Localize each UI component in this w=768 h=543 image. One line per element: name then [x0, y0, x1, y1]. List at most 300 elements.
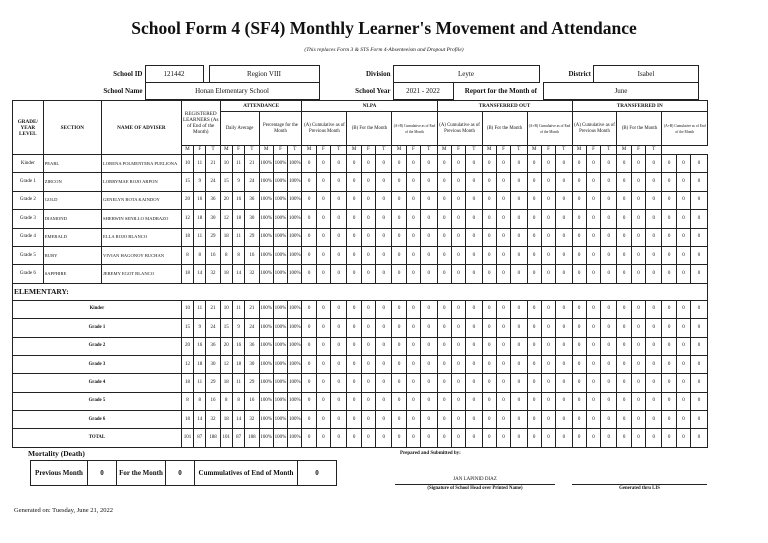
nlpa-cell: 0 [316, 210, 330, 228]
summary-rest-cell: 0 [421, 300, 438, 318]
tout-cell: 0 [511, 228, 527, 246]
col-t-header: T [646, 146, 662, 155]
summary-rest-cell: 0 [617, 411, 631, 429]
summary-pct-cell: 100% [288, 429, 302, 447]
summary-rest-cell: 0 [376, 300, 392, 318]
avg-cell: 12 [220, 210, 232, 228]
summary-reg-cell: 32 [206, 411, 220, 429]
summary-rest-cell: 0 [392, 392, 406, 410]
tout-cell: 0 [437, 155, 451, 173]
summary-rest-cell: 0 [302, 374, 316, 392]
summary-row [13, 337, 708, 355]
tin-cell: 0 [617, 155, 631, 173]
mortality-month-value: 0 [166, 461, 195, 486]
prepared-by-label: Prepared and Submitted by: [400, 451, 461, 456]
summary-rest-cell: 0 [392, 411, 406, 429]
tin-cell: 0 [662, 246, 676, 264]
col-t-header: T [206, 146, 220, 155]
school-id-value: 121442 [145, 66, 203, 83]
tin-cell: 0 [691, 228, 708, 246]
summary-reg-cell: 20 [181, 337, 193, 355]
tin-cell: 0 [572, 155, 586, 173]
nlpa-cell: 0 [376, 210, 392, 228]
tout-cell: 0 [511, 246, 527, 264]
tin-cell: 0 [572, 228, 586, 246]
summary-rest-cell: 0 [572, 374, 586, 392]
summary-rest-cell: 0 [572, 300, 586, 318]
tout-cell: 0 [556, 210, 572, 228]
summary-rest-cell: 0 [466, 411, 482, 429]
summary-rest-cell: 0 [631, 300, 645, 318]
tin-cell: 0 [572, 191, 586, 209]
tin-cell: 0 [676, 246, 690, 264]
nlpa-cumulative-end-header: (A+B) Cumulative as of End of the Month [392, 112, 437, 146]
grade-cell: Grade 6 [13, 265, 44, 283]
summary-reg-cell: 10 [181, 300, 193, 318]
summary-rest-cell: 0 [437, 319, 451, 337]
nlpa-cell: 0 [376, 155, 392, 173]
nlpa-cell: 0 [421, 191, 438, 209]
summary-rest-cell: 0 [437, 300, 451, 318]
col-f-header: F [541, 146, 555, 155]
summary-rest-cell: 0 [302, 429, 316, 447]
nlpa-cell: 0 [302, 155, 316, 173]
tout-cell: 0 [482, 246, 496, 264]
summary-rest-cell: 0 [466, 355, 482, 373]
nlpa-cell: 0 [376, 173, 392, 191]
tin-cell: 0 [572, 173, 586, 191]
summary-rest-cell: 0 [662, 337, 676, 355]
grade-cell: Grade 5 [13, 246, 44, 264]
summary-avg-cell: 8 [232, 392, 244, 410]
summary-rest-cell: 0 [631, 374, 645, 392]
summary-rest-cell: 0 [691, 429, 708, 447]
tin-cell: 0 [601, 210, 617, 228]
summary-rest-cell: 0 [601, 355, 617, 373]
tin-cell: 0 [646, 246, 662, 264]
summary-pct-cell: 100% [273, 392, 287, 410]
col-f-header: F [586, 146, 600, 155]
avg-cell: 16 [232, 191, 244, 209]
col-f-header: F [496, 146, 510, 155]
region-label: Region [247, 70, 268, 78]
summary-pct-cell: 100% [259, 355, 273, 373]
reg-cell: 10 [181, 155, 193, 173]
summary-rest-cell: 0 [541, 337, 555, 355]
nlpa-cell: 0 [331, 191, 347, 209]
summary-rest-cell: 0 [316, 374, 330, 392]
pct-cell: 100% [259, 210, 273, 228]
summary-rest-cell: 0 [646, 429, 662, 447]
summary-rest-cell: 0 [331, 337, 347, 355]
tin-cell: 0 [691, 155, 708, 173]
tin-cell: 0 [691, 173, 708, 191]
nlpa-cell: 0 [421, 246, 438, 264]
col-m-header: M [181, 146, 193, 155]
summary-rest-cell: 0 [331, 392, 347, 410]
col-m-header: M [527, 146, 541, 155]
grade-cell: Grade 3 [13, 210, 44, 228]
grade-cell: Grade 2 [13, 191, 44, 209]
tin-cell: 0 [646, 210, 662, 228]
summary-rest-cell: 0 [361, 411, 375, 429]
summary-pct-cell: 100% [288, 300, 302, 318]
tout-cell: 0 [511, 191, 527, 209]
nlpa-cell: 0 [376, 246, 392, 264]
table-row [13, 228, 708, 246]
tin-cell: 0 [631, 173, 645, 191]
section-cell: DIAMOND [43, 210, 101, 228]
avg-cell: 15 [220, 173, 232, 191]
summary-rest-cell: 0 [302, 411, 316, 429]
summary-rest-cell: 0 [316, 337, 330, 355]
avg-cell: 10 [220, 155, 232, 173]
nlpa-cell: 0 [392, 191, 406, 209]
nlpa-cell: 0 [302, 265, 316, 283]
summary-rest-cell: 0 [676, 374, 690, 392]
nlpa-cell: 0 [406, 155, 420, 173]
tin-cell: 0 [631, 228, 645, 246]
summary-rest-cell: 0 [316, 355, 330, 373]
summary-rest-cell: 0 [631, 429, 645, 447]
summary-rest-cell: 0 [421, 411, 438, 429]
summary-rest-cell: 0 [691, 392, 708, 410]
summary-rest-cell: 0 [376, 429, 392, 447]
summary-pct-cell: 100% [273, 355, 287, 373]
summary-rest-cell: 0 [676, 300, 690, 318]
avg-cell: 20 [220, 191, 232, 209]
tin-cell: 0 [662, 228, 676, 246]
tin-cell: 0 [572, 265, 586, 283]
pct-cell: 100% [273, 173, 287, 191]
elementary-label: ELEMENTARY: [13, 283, 708, 300]
percentage-header: Percentage for the Month [259, 112, 302, 146]
signature-line [395, 484, 555, 485]
nlpa-cell: 0 [392, 155, 406, 173]
generated-line [572, 484, 707, 485]
summary-pct-cell: 100% [288, 337, 302, 355]
nlpa-header: NLPA [302, 101, 437, 112]
division-value: Leyte [393, 66, 539, 83]
pct-cell: 100% [288, 265, 302, 283]
summary-rest-cell: 0 [451, 429, 465, 447]
reg-cell: 21 [206, 155, 220, 173]
summary-rest-cell: 0 [572, 411, 586, 429]
summary-reg-cell: 18 [181, 411, 193, 429]
tout-cell: 0 [437, 228, 451, 246]
summary-rest-cell: 0 [361, 374, 375, 392]
summary-rest-cell: 0 [601, 319, 617, 337]
nlpa-for-month-header: (B) For the Month [347, 112, 392, 146]
summary-reg-cell: 18 [194, 355, 206, 373]
nlpa-cell: 0 [376, 265, 392, 283]
summary-rest-cell: 0 [361, 300, 375, 318]
nlpa-cell: 0 [347, 191, 361, 209]
tout-cell: 0 [556, 191, 572, 209]
summary-pct-cell: 100% [259, 411, 273, 429]
mortality-title: Mortality (Death) [28, 449, 85, 458]
tin-cell: 0 [662, 155, 676, 173]
summary-rest-cell: 0 [482, 392, 496, 410]
nlpa-cell: 0 [347, 210, 361, 228]
nlpa-cell: 0 [406, 210, 420, 228]
summary-rest-cell: 0 [421, 319, 438, 337]
summary-rest-cell: 0 [646, 337, 662, 355]
tin-cell: 0 [617, 191, 631, 209]
summary-avg-cell: 21 [245, 300, 259, 318]
summary-rest-cell: 0 [511, 319, 527, 337]
transferred-out-header: TRANSFERRED OUT [437, 101, 572, 112]
col-f-header: F [631, 146, 645, 155]
col-m-header: M [259, 146, 273, 155]
grade-cell: Grade 1 [13, 173, 44, 191]
summary-rest-cell: 0 [601, 337, 617, 355]
generated-on: Generated on: Tuesday, June 21, 2022 [14, 507, 114, 514]
nlpa-cell: 0 [361, 173, 375, 191]
summary-rest-cell: 0 [316, 300, 330, 318]
summary-avg-cell: 11 [232, 300, 244, 318]
summary-reg-cell: 8 [194, 392, 206, 410]
summary-rest-cell: 0 [527, 429, 541, 447]
tout-cumulative-prev-header: (A) Cumulative as of Previous Month [437, 112, 482, 146]
tin-cell: 0 [601, 228, 617, 246]
summary-avg-cell: 16 [232, 337, 244, 355]
tout-cell: 0 [451, 155, 465, 173]
tout-cell: 0 [527, 246, 541, 264]
reg-cell: 30 [206, 210, 220, 228]
tout-cell: 0 [437, 210, 451, 228]
nlpa-cell: 0 [376, 191, 392, 209]
tout-cell: 0 [541, 210, 555, 228]
summary-avg-cell: 87 [232, 429, 244, 447]
avg-cell: 36 [245, 191, 259, 209]
col-m-header: M [617, 146, 631, 155]
tout-cell: 0 [466, 155, 482, 173]
school-year-value: 2021 - 2022 [393, 83, 453, 100]
summary-rest-cell: 0 [437, 355, 451, 373]
nlpa-cell: 0 [316, 228, 330, 246]
avg-cell: 11 [232, 228, 244, 246]
summary-avg-cell: 20 [220, 337, 232, 355]
avg-cell: 21 [245, 155, 259, 173]
section-cell: GOLD [43, 191, 101, 209]
avg-cell: 16 [245, 246, 259, 264]
summary-row [13, 300, 708, 318]
summary-avg-cell: 29 [245, 374, 259, 392]
col-f-header: F [316, 146, 330, 155]
summary-rest-cell: 0 [556, 319, 572, 337]
summary-rest-cell: 0 [347, 300, 361, 318]
summary-reg-cell: 11 [194, 300, 206, 318]
summary-row [13, 429, 708, 447]
summary-rest-cell: 0 [691, 411, 708, 429]
col-f-header: F [194, 146, 206, 155]
tout-cell: 0 [511, 155, 527, 173]
summary-label: Grade 5 [13, 392, 182, 410]
adviser-cell: GENELYN ROTA KAINDOY [102, 191, 182, 209]
tout-cell: 0 [451, 265, 465, 283]
nlpa-cell: 0 [406, 173, 420, 191]
summary-rest-cell: 0 [482, 429, 496, 447]
summary-rest-cell: 0 [617, 337, 631, 355]
summary-rest-cell: 0 [556, 392, 572, 410]
summary-rest-cell: 0 [406, 392, 420, 410]
tout-cell: 0 [496, 228, 510, 246]
pct-cell: 100% [259, 228, 273, 246]
adviser-cell: JEREMY EGOT BLANCO [102, 265, 182, 283]
tin-cell: 0 [601, 173, 617, 191]
nlpa-cell: 0 [406, 246, 420, 264]
nlpa-cell: 0 [421, 210, 438, 228]
signature-caption: (Signature of School Head over Printed Name) [427, 486, 523, 491]
summary-rest-cell: 0 [541, 392, 555, 410]
summary-rest-cell: 0 [361, 429, 375, 447]
mortality-table [30, 460, 337, 486]
summary-rest-cell: 0 [392, 319, 406, 337]
summary-pct-cell: 100% [259, 337, 273, 355]
table-row [13, 246, 708, 264]
tout-cell: 0 [482, 191, 496, 209]
summary-reg-cell: 9 [194, 319, 206, 337]
grade-cell: Grade 4 [13, 228, 44, 246]
form-title: School Form 4 (SF4) Monthly Learner's Movement and Attendance [131, 18, 637, 38]
section-header: SECTION [43, 101, 101, 155]
summary-reg-cell: 12 [181, 355, 193, 373]
summary-rest-cell: 0 [586, 411, 600, 429]
summary-rest-cell: 0 [406, 355, 420, 373]
summary-reg-cell: 16 [194, 337, 206, 355]
nlpa-cell: 0 [302, 191, 316, 209]
tin-cell: 0 [691, 210, 708, 228]
summary-pct-cell: 100% [288, 374, 302, 392]
col-f-header: F [451, 146, 465, 155]
summary-reg-cell: 87 [194, 429, 206, 447]
summary-rest-cell: 0 [437, 429, 451, 447]
summary-rest-cell: 0 [316, 429, 330, 447]
tout-cell: 0 [451, 228, 465, 246]
school-year-label: School Year [355, 87, 391, 95]
reg-cell: 24 [206, 173, 220, 191]
avg-cell: 18 [232, 210, 244, 228]
table-row [13, 155, 708, 173]
summary-rest-cell: 0 [392, 337, 406, 355]
tout-cell: 0 [451, 210, 465, 228]
grade-level-header: GRADE/ YEAR LEVEL [13, 101, 44, 155]
summary-reg-cell: 101 [181, 429, 193, 447]
tout-cell: 0 [556, 173, 572, 191]
summary-rest-cell: 0 [617, 319, 631, 337]
tout-cell: 0 [541, 191, 555, 209]
nlpa-cell: 0 [331, 228, 347, 246]
summary-rest-cell: 0 [676, 337, 690, 355]
nlpa-cell: 0 [316, 246, 330, 264]
nlpa-cumulative-prev-header: (A) Cumulative as of Previous Month [302, 112, 347, 146]
summary-reg-cell: 14 [194, 411, 206, 429]
nlpa-cell: 0 [361, 228, 375, 246]
summary-rest-cell: 0 [541, 319, 555, 337]
summary-rest-cell: 0 [482, 411, 496, 429]
nlpa-cell: 0 [392, 228, 406, 246]
summary-row [13, 374, 708, 392]
summary-row [13, 392, 708, 410]
nlpa-cell: 0 [347, 173, 361, 191]
school-id-label: School ID [113, 70, 143, 78]
summary-rest-cell: 0 [511, 300, 527, 318]
reg-cell: 16 [194, 191, 206, 209]
tin-cell: 0 [617, 228, 631, 246]
pct-cell: 100% [259, 191, 273, 209]
school-info-table [95, 65, 699, 100]
summary-rest-cell: 0 [482, 300, 496, 318]
summary-label: Grade 4 [13, 374, 182, 392]
summary-row [13, 319, 708, 337]
summary-rest-cell: 0 [556, 429, 572, 447]
tin-cell: 0 [631, 155, 645, 173]
summary-rest-cell: 0 [662, 374, 676, 392]
tin-cell: 0 [662, 191, 676, 209]
tout-cell: 0 [466, 265, 482, 283]
tin-cell: 0 [617, 265, 631, 283]
pct-cell: 100% [288, 155, 302, 173]
nlpa-cell: 0 [392, 246, 406, 264]
summary-rest-cell: 0 [376, 337, 392, 355]
summary-rest-cell: 0 [572, 429, 586, 447]
col-t-header: T [556, 146, 572, 155]
reg-cell: 8 [181, 246, 193, 264]
summary-row [13, 411, 708, 429]
summary-rest-cell: 0 [347, 411, 361, 429]
summary-rest-cell: 0 [586, 392, 600, 410]
summary-rest-cell: 0 [331, 374, 347, 392]
summary-rest-cell: 0 [316, 392, 330, 410]
summary-pct-cell: 100% [273, 429, 287, 447]
summary-rest-cell: 0 [496, 392, 510, 410]
summary-rest-cell: 0 [631, 319, 645, 337]
summary-reg-cell: 21 [206, 300, 220, 318]
col-t-header: T [466, 146, 482, 155]
summary-rest-cell: 0 [376, 319, 392, 337]
summary-rest-cell: 0 [631, 337, 645, 355]
summary-rest-cell: 0 [541, 355, 555, 373]
pct-cell: 100% [273, 210, 287, 228]
adviser-cell: SHERWIN SENILLO MADRAZO [102, 210, 182, 228]
summary-reg-cell: 24 [206, 319, 220, 337]
reg-cell: 11 [194, 155, 206, 173]
summary-rest-cell: 0 [572, 392, 586, 410]
summary-avg-cell: 18 [232, 355, 244, 373]
tin-cell: 0 [646, 191, 662, 209]
mortality-previous-value: 0 [88, 461, 117, 486]
summary-pct-cell: 100% [259, 319, 273, 337]
tin-cell: 0 [676, 155, 690, 173]
nlpa-cell: 0 [316, 265, 330, 283]
daily-average-header: Daily Average [220, 112, 259, 146]
tout-cell: 0 [451, 173, 465, 191]
col-f-header: F [232, 146, 244, 155]
tout-cell: 0 [496, 155, 510, 173]
summary-rest-cell: 0 [331, 300, 347, 318]
summary-row [13, 355, 708, 373]
summary-avg-cell: 12 [220, 355, 232, 373]
tin-cell: 0 [617, 210, 631, 228]
col-f-header: F [406, 146, 420, 155]
summary-rest-cell: 0 [631, 355, 645, 373]
tin-cell: 0 [646, 265, 662, 283]
summary-rest-cell: 0 [361, 355, 375, 373]
nlpa-cell: 0 [392, 265, 406, 283]
summary-rest-cell: 0 [541, 411, 555, 429]
summary-rest-cell: 0 [617, 429, 631, 447]
